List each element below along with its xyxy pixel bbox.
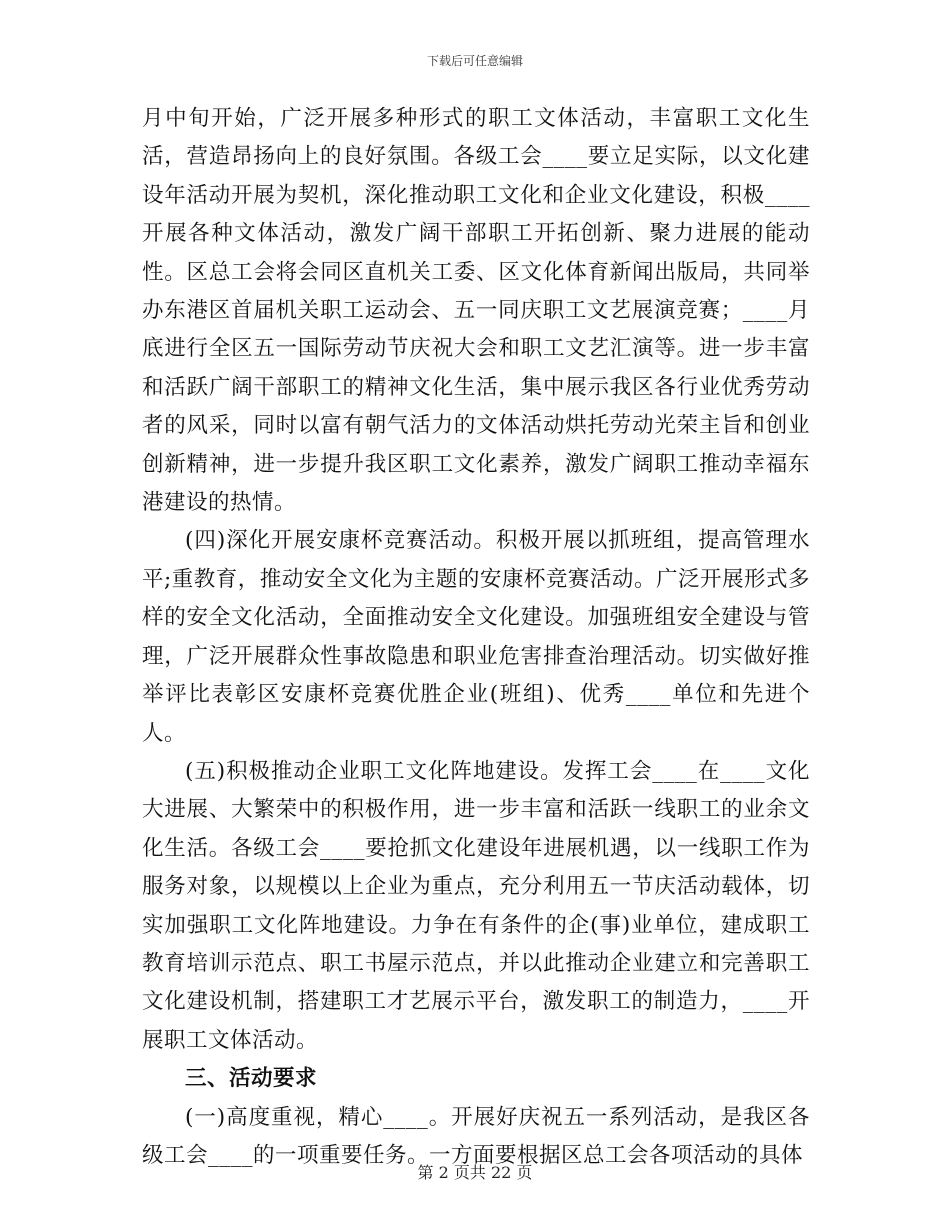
page-header: 下载后可任意编辑 <box>426 54 523 68</box>
page-footer: 第 2 页共 22 页 <box>417 1163 533 1182</box>
body-paragraph: (四)深化开展安康杯竞赛活动。积极开展以抓班组，提高管理水平;重教育，推动安全文化为主题的安康杯竞赛活动。广泛开展形式多样的安全文化活动，全面推动安全文化建设。加强班组安全建设与管理，广泛开展群众性事故隐患和职业危害排查治理活动。切实做好推举评比表彰区安康杯竞赛优胜企业(班组)、优秀____单位和先进个人。 <box>142 528 810 746</box>
section-heading: 三、活动要求 <box>185 1066 318 1092</box>
body-paragraph: 月中旬开始，广泛开展多种形式的职工文体活动，丰富职工文化生活，营造昂扬向上的良好氛围。各级工会____要立足实际，以文化建设年活动开展为契机，深化推动职工文化和企业文化建设，积极____开展各种文体活动，激发广阔干部职工开拓创新、聚力进展的能动性。区总工会将会同区直机关工委、区文化体育新闻出版局，共同举办东港区首届机关职工运动会、五一同庆职工文艺展演竞赛；____月底进行全区五一国际劳动节庆祝大会和职工文艺汇演等。进一步丰富和活跃广阔干部职工的精神文化生活，集中展示我区各行业优秀劳动者的风采，同时以富有朝气活力的文体活动烘托劳动光荣主旨和创业创新精神，进一步提升我区职工文化素养，激发广阔职工推动幸福东港建设的热情。 <box>142 106 810 516</box>
document-body <box>142 100 810 1175</box>
body-paragraph: (五)积极推动企业职工文化阵地建设。发挥工会____在____文化大进展、大繁荣中的积极作用，进一步丰富和活跃一线职工的业余文化生活。各级工会____要抢抓文化建设年进展机遇，以一线职工作为服务对象，以规模以上企业为重点，充分利用五一节庆活动载体，切实加强职工文化阵地建设。力争在有条件的企(事)业单位，建成职工教育培训示范点、职工书屋示范点，并以此推动企业建立和完善职工文化建设机制，搭建职工才艺展示平台，激发职工的制造力，____开展职工文体活动。 <box>142 758 810 1053</box>
body-paragraph: (一)高度重视，精心____。开展好庆祝五一系列活动，是我区各级工会____的一项重要任务。一方面要根据区总工会各项活动的具体 <box>142 1104 810 1168</box>
